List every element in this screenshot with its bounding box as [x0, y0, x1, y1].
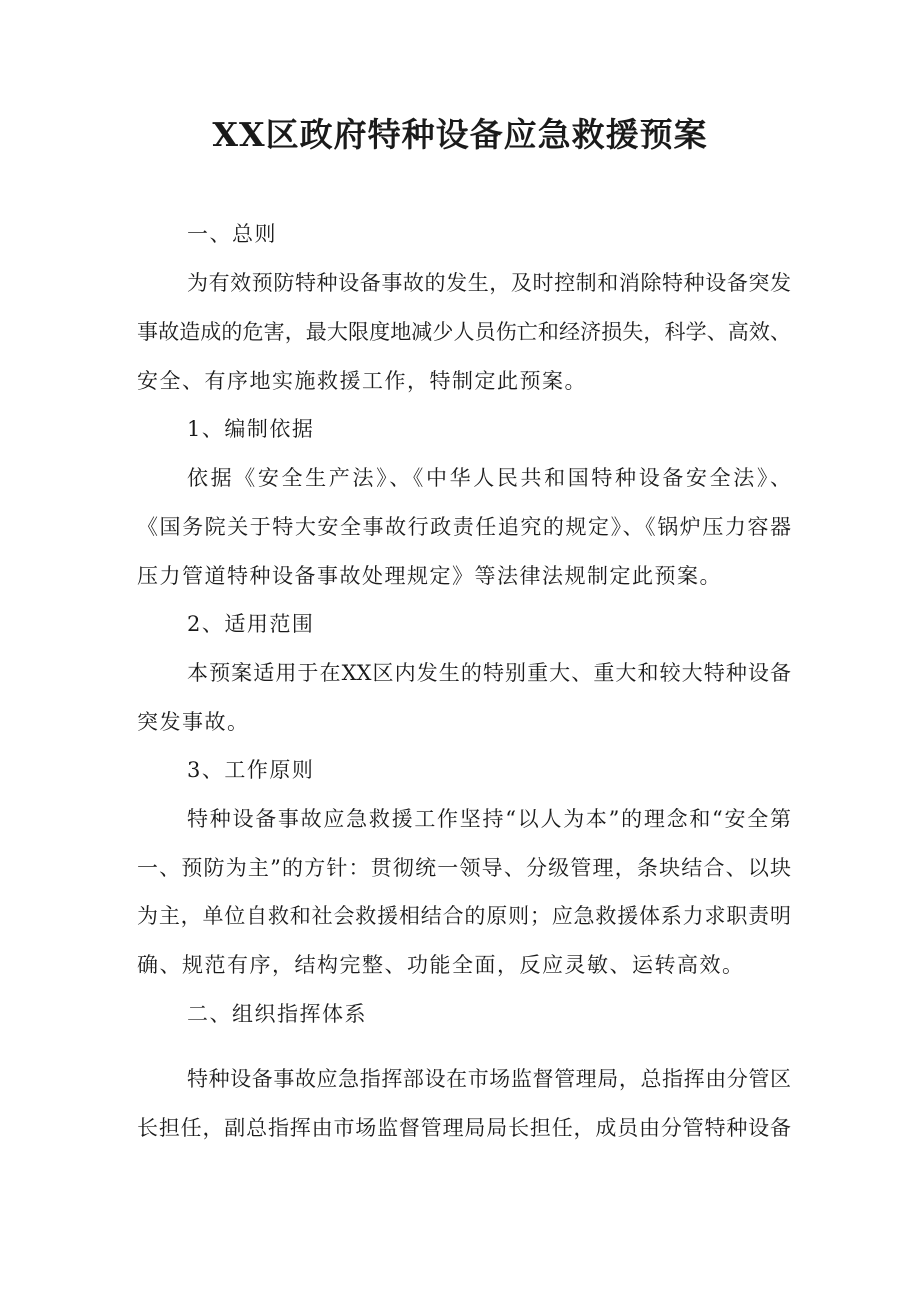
section-heading-organization: 二、组织指挥体系: [187, 1002, 367, 1026]
paragraph-line: 特种设备事故应急救援工作坚持“以人为本”的理念和“安全第: [187, 807, 791, 831]
paragraph-line: 依据《安全生产法》、《中华人民共和国特种设备安全法》、: [187, 466, 791, 490]
paragraph-line: 为主，单位自救和社会救援相结合的原则；应急救援体系力求职责明: [137, 904, 791, 928]
paragraph-line: 《国务院关于特大安全事故行政责任追究的规定》、《锅炉压力容器: [137, 515, 791, 539]
subsection-heading-principles: 3、工作原则: [187, 758, 315, 782]
section-heading-general: 一、总则: [187, 222, 277, 246]
paragraph-line: 为有效预防特种设备事故的发生，及时控制和消除特种设备突发: [187, 271, 791, 295]
paragraph-line: 安全、有序地实施救援工作，特制定此预案。: [137, 369, 587, 393]
paragraph-line: 一、预防为主”的方针：贯彻统一领导、分级管理，条块结合、以块: [137, 856, 791, 880]
paragraph-line: 长担任，副总指挥由市场监督管理局局长担任，成员由分管特种设备: [137, 1116, 791, 1140]
subsection-heading-scope: 2、适用范围: [187, 612, 315, 636]
paragraph-line: 突发事故。: [137, 710, 250, 734]
paragraph-line: 特种设备事故应急指挥部设在市场监督管理局，总指挥由分管区: [187, 1067, 791, 1091]
paragraph-line: 压力管道特种设备事故处理规定》等法律法规制定此预案。: [137, 564, 722, 588]
paragraph-line: 本预案适用于在XX区内发生的特别重大、重大和较大特种设备: [187, 661, 791, 685]
subsection-heading-basis: 1、编制依据: [187, 417, 315, 441]
paragraph-line: 确、规范有序，结构完整、功能全面，反应灵敏、运转高效。: [137, 953, 745, 977]
paragraph-line: 事故造成的危害，最大限度地减少人员伤亡和经济损失，科学、高效、: [137, 320, 791, 344]
document-title: XX区政府特种设备应急救援预案: [212, 115, 708, 154]
